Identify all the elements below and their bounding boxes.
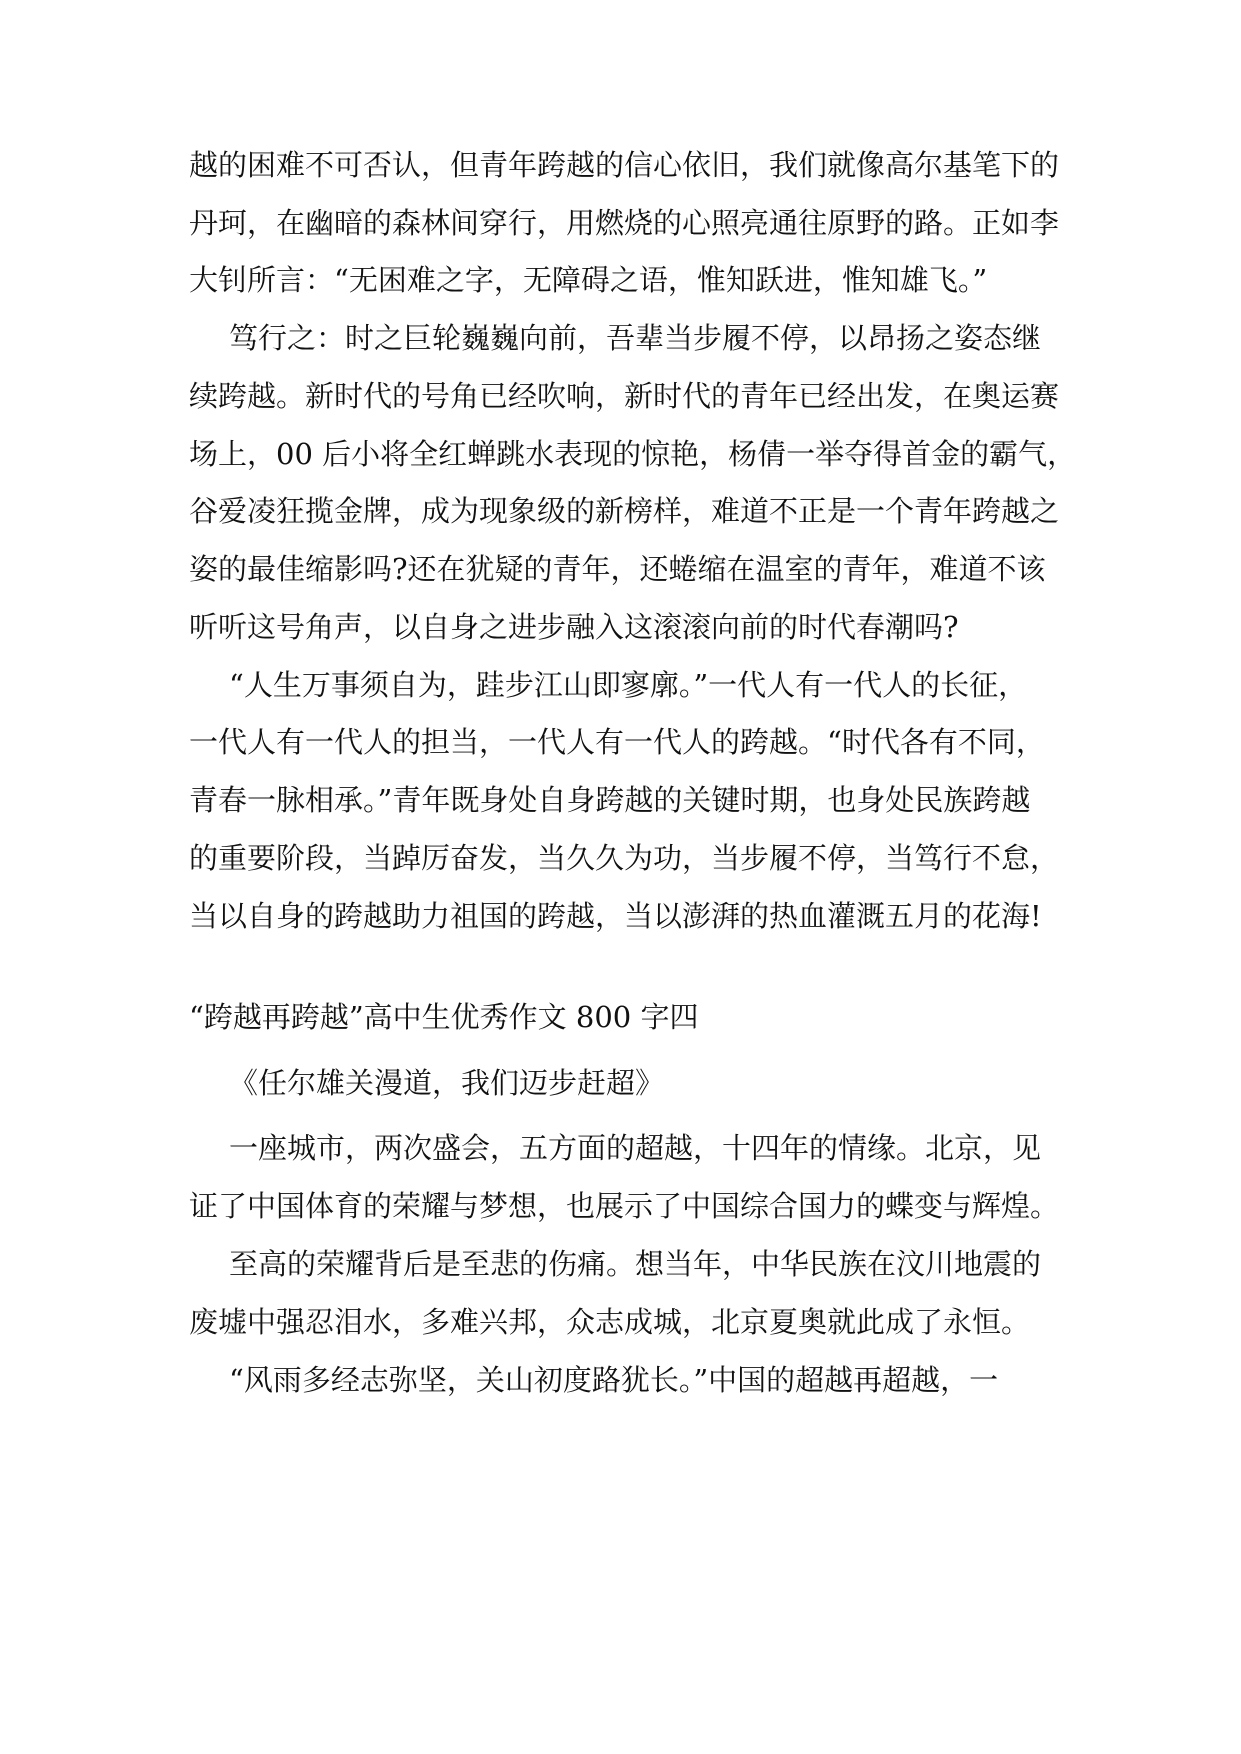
paragraph-line: 大钊所言：“无困难之字，无障碍之语，惟知跃进，惟知雄飞。” <box>189 263 988 297</box>
paragraph-line: 听听这号角声，以自身之进步融入这滚滚向前的时代春潮吗? <box>189 610 959 644</box>
essay-subtitle: 《任尔雄关漫道，我们迈步赶超》 <box>229 1066 665 1100</box>
paragraph-line: 丹珂，在幽暗的森林间穿行，用燃烧的心照亮通往原野的路。正如李 <box>189 206 1060 240</box>
paragraph-line: 青春一脉相承。”青年既身处自身跨越的关键时期，也身处民族跨越 <box>189 783 1031 817</box>
paragraph-line: 谷爱凌狂揽金牌，成为现象级的新榜样，难道不正是一个青年跨越之 <box>189 494 1060 528</box>
paragraph-line: “人生万事须自为，跬步江山即寥廓。”一代人有一代人的长征， <box>229 668 1028 702</box>
paragraph-line: 场上，00 后小将全红蝉跳水表现的惊艳，杨倩一举夺得首金的霸气， <box>189 437 1077 471</box>
paragraph-line: 至高的荣耀背后是至悲的伤痛。想当年，中华民族在汶川地震的 <box>229 1247 1042 1281</box>
paragraph-line: 一座城市，两次盛会，五方面的超越，十四年的情缘。北京，见 <box>229 1131 1042 1165</box>
paragraph-line: 越的困难不可否认，但青年跨越的信心依旧，我们就像高尔基笔下的 <box>189 148 1060 182</box>
paragraph-line: 的重要阶段，当踔厉奋发，当久久为功，当步履不停，当笃行不怠， <box>189 841 1060 875</box>
paragraph-line: 证了中国体育的荣耀与梦想，也展示了中国综合国力的蝶变与辉煌。 <box>189 1189 1060 1223</box>
paragraph-line: 姿的最佳缩影吗?还在犹疑的青年，还蜷缩在温室的青年，难道不该 <box>189 552 1046 586</box>
paragraph-line: 一代人有一代人的担当，一代人有一代人的跨越。“时代各有不同， <box>189 725 1045 759</box>
paragraph-line: 笃行之：时之巨轮巍巍向前，吾辈当步履不停，以昂扬之姿态继 <box>229 321 1042 355</box>
essay-heading: “跨越再跨越”高中生优秀作文 800 字四 <box>189 1000 699 1034</box>
paragraph-line: 当以自身的跨越助力祖国的跨越，当以澎湃的热血灌溉五月的花海! <box>189 899 1042 933</box>
paragraph-line: 废墟中强忍泪水，多难兴邦，众志成城，北京夏奥就此成了永恒。 <box>189 1305 1031 1339</box>
paragraph-line: “风雨多经志弥坚，关山初度路犹长。”中国的超越再超越，一 <box>229 1363 999 1397</box>
paragraph-line: 续跨越。新时代的号角已经吹响，新时代的青年已经出发，在奥运赛 <box>189 379 1060 413</box>
